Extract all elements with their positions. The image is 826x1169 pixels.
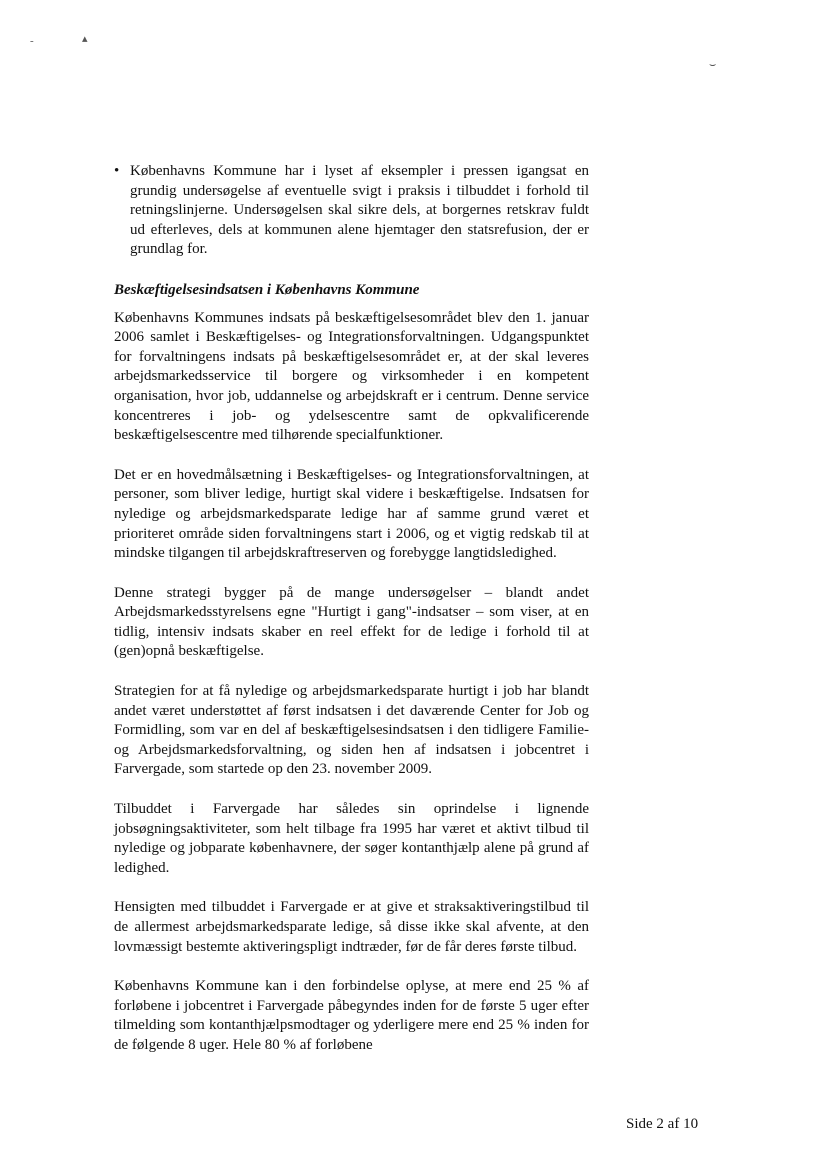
- scan-artifact: -: [30, 35, 34, 47]
- document-body: [114, 162, 589, 1056]
- paragraph: Denne strategi bygger på de mange undersøgelser – blandt andet Arbejdsmarkedsstyrelsens egne "Hurtigt i gang"-indsatser – som viser, at en tidlig, intensiv indsats skaber en reel effekt for de ledige i forhold til at (gen)opnå beskæftigelse.: [114, 584, 589, 660]
- page-number: Side 2 af 10: [626, 1116, 699, 1132]
- bullet-text: Københavns Kommune har i lyset af eksempler i pressen igangsat en grundig undersøgelse af eventuelle svigt i praksis i tilbuddet i forhold til retningslinjerne. Undersøgelsen skal sikre dels, at borgernes retskrav fuldt ud efterleves, dels at kommunen alene hjemtager den statsrefusion, der er grundlag for.: [130, 163, 589, 258]
- scan-artifact: ▴: [82, 33, 88, 45]
- paragraph: Københavns Kommune kan i den forbindelse oplyse, at mere end 25 % af forløbene i jobcentret i Farvergade påbegyndes inden for de første 5 uger efter tilmelding som kontanthjælpsmodtager og yderligere mere end 25 % inden for de følgende 8 uger. Hele 80 % af forløbene: [114, 978, 589, 1053]
- section-heading: Beskæftigelsesindsatsen i Københavns Kommune: [114, 281, 420, 298]
- paragraph: Strategien for at få nyledige og arbejdsmarkedsparate hurtigt i job har blandt andet været understøttet af først indsatsen i det daværende Center for Job og Formidling, som var en del af beskæftigelsesindsatsen i den tidligere Familie- og Arbejdsmarkedsforvaltning, og siden hen af indsatsen i jobcentret i Farvergade, som startede op den 23. november 2009.: [114, 683, 589, 778]
- bullet-icon: •: [114, 163, 120, 179]
- bullet-list-item: [114, 162, 589, 260]
- paragraph: Københavns Kommunes indsats på beskæftigelsesområdet blev den 1. januar 2006 samlet i Beskæftigelses- og Integrationsforvaltningen. Udgangspunktet for forvaltningens indsats på beskæftigelsesområdet er, at der skal leveres arbejdsmarkedsservice til borgere og virksomheder i en kompetent organisation, hvor job, uddannelse og arbejdskraft er i centrum. Denne service koncentreres i job- og ydelsescentre samt de opkvalificerende beskæftigelsescentre med tilhørende specialfunktioner.: [114, 309, 589, 444]
- scan-artifact: ⌣: [709, 59, 717, 71]
- paragraph: Det er en hovedmålsætning i Beskæftigelses- og Integrationsforvaltningen, at personer, som bliver ledige, hurtigt skal videre i beskæftigelse. Indsatsen for nyledige og arbejdsmarkedsparate ledige har af samme grund været et prioriteret område siden forvaltningens start i 2006, og et vigtig redskab til at mindske tilgangen til arbejdskraftreserven og forebygge langtidsledighed.: [114, 466, 589, 562]
- paragraph: Hensigten med tilbuddet i Farvergade er at give et straksaktiveringstilbud til de allermest arbejdsmarkedsparate ledige, så disse ikke skal afvente, at den lovmæssigt bestemte aktiveringspligt indtræder, før de får deres første tilbud.: [114, 899, 589, 955]
- paragraph: Tilbuddet i Farvergade har således sin oprindelse i lignende jobsøgningsaktiviteter, som helt tilbage fra 1995 har været et aktivt tilbud til nyledige og jobparate københavnere, der søger kontanthjælp alene på grund af ledighed.: [114, 801, 589, 876]
